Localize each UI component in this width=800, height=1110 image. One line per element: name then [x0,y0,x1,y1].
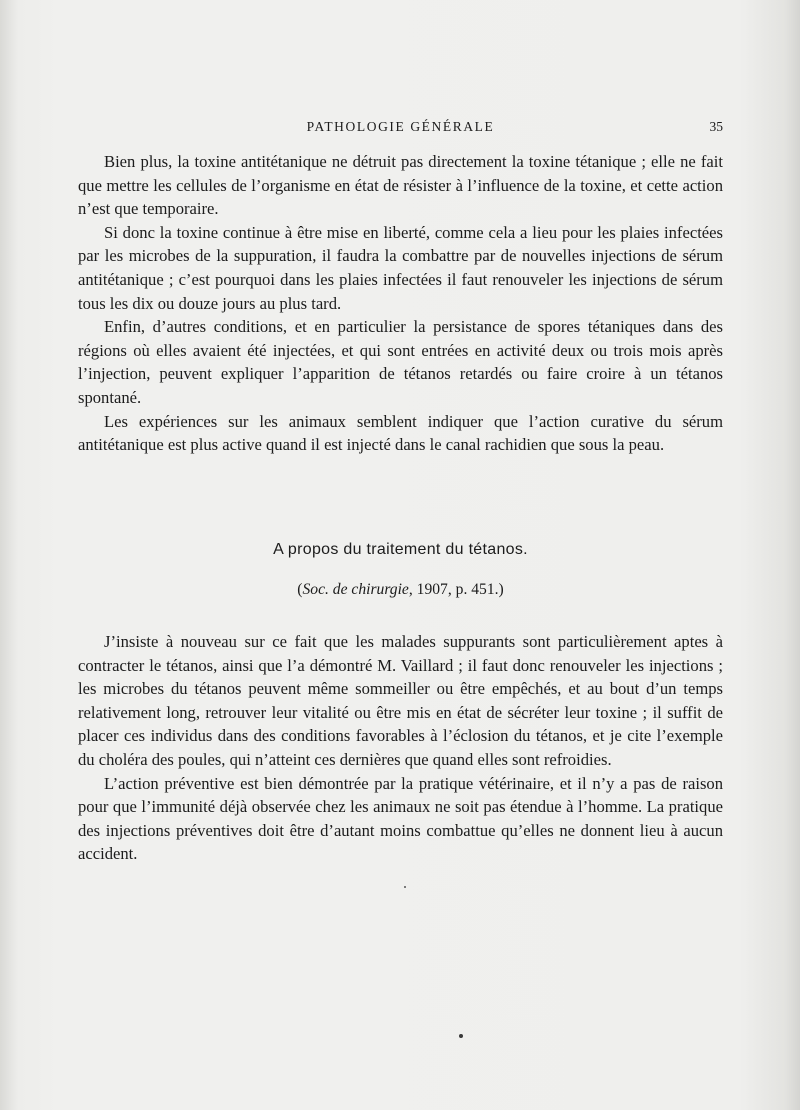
citation-rest: , 1907, p. 451.) [408,581,504,598]
paragraph: L’action préventive est bien démontrée par la pratique vétérinaire, et il n’y a pas de raison pour que l’immunité déjà observée chez les animaux ne soit pas étendue à l’homme. La pratique des injections préventives doit être d’autant moins combattue qu’elles ne donnent lieu à aucun accident. [78,773,723,864]
section-title: A propos du traitement du tétanos. [273,541,528,558]
running-head [78,117,723,137]
section-citation [78,581,723,599]
body-text-bottom [78,630,723,866]
paragraph: Les expériences sur les animaux semblent indiquer que l’action curative du sérum antitétanique est plus active quand il est injecté dans le canal rachidien que sous la peau. [78,411,723,455]
body-text-top [78,150,723,457]
ink-speck [459,1034,463,1038]
citation-source: Soc. de chirurgie [302,581,409,598]
paragraph: Si donc la toxine continue à être mise en liberté, comme cela a lieu pour les plaies infectées par les microbes de la suppuration, il faudra la combattre par de nouvelles injections de sérum antitétanique ; c’est pourquoi dans les plaies infectées il faut renouveler les injections de sérum tous les dix ou douze jours au plus tard. [78,222,723,313]
ink-speck [404,886,406,888]
paragraph: J’insiste à nouveau sur ce fait que les malades suppurants sont particulièrement aptes à contracter le tétanos, ainsi que l’a démontré M. Vaillard ; il faut donc renouveler les injections ; les microbes du tétanos peuvent même sommeiller ou être empêchés, et au bout d’un temps relativement long, retrouver leur vitalité ou être mis en état de sécréter leur toxine ; il suffit de placer ces individus dans des conditions favorables à l’éclosion du tétanos, et je cite l’exemple du choléra des poules, qui n’atteint ces dernières que quand elles sont refroidies. [78,632,723,769]
running-title: PATHOLOGIE GÉNÉRALE [306,119,495,134]
page-number: 35 [709,119,723,134]
citation-open: ( [297,581,303,598]
paragraph: Bien plus, la toxine antitétanique ne détruit pas directement la toxine tétanique ; elle ne fait que mettre les cellules de l’organisme en état de résister à l’influence de la toxine, et cette action n’est que temporaire. [78,152,723,219]
paragraph: Enfin, d’autres conditions, et en particulier la persistance de spores tétaniques dans des régions où elles avaient été injectées, et qui sont entrées en activité deux ou trois mois après l’injection, peuvent expliquer l’apparition de tétanos retardés ou faire croire à un tétanos spontané. [78,317,723,407]
